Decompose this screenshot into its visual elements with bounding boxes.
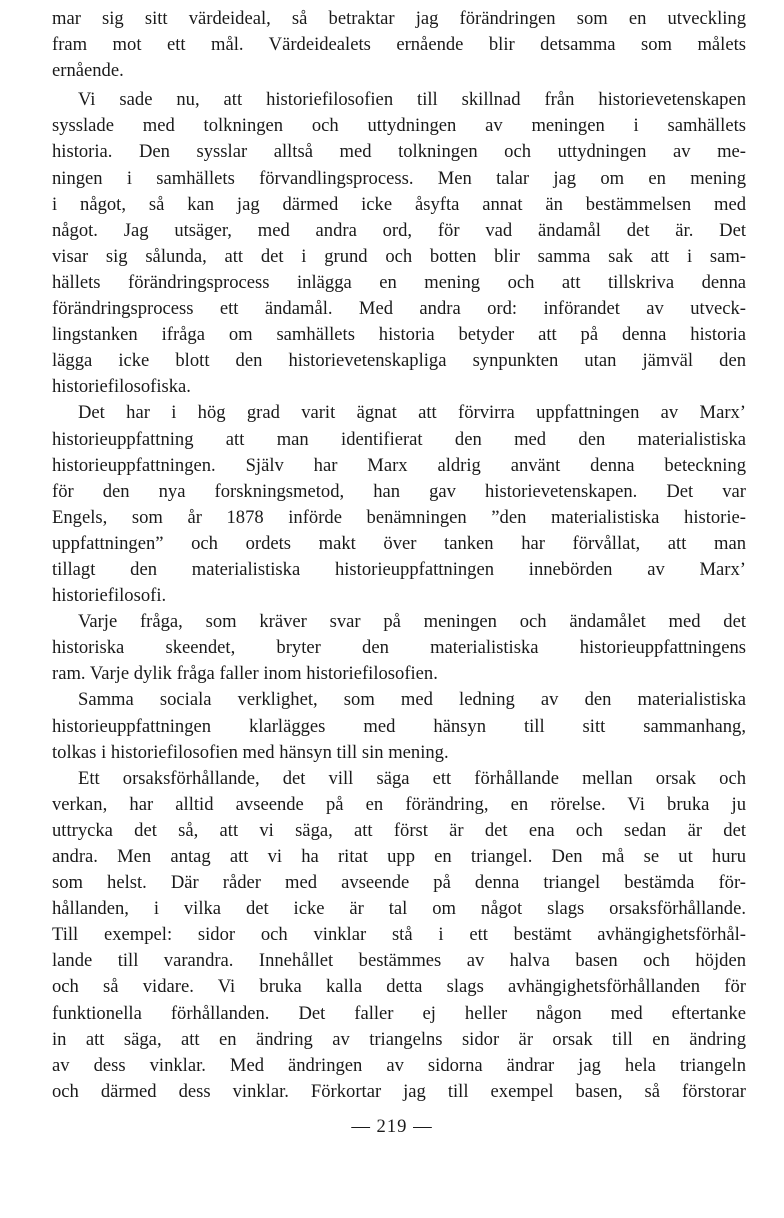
text-line: något. Jag utsäger, med andra ord, för vad ändamål det är. Det — [52, 219, 746, 241]
text-line: Samma sociala verklighet, som med ledning av den materialistiska — [78, 689, 746, 711]
text-line: Engels, som år 1878 införde benämningen ”den materialistiska historie- — [52, 506, 746, 528]
text-line: uttrycka det så, att vi säga, att först är det ena och sedan är det — [52, 819, 746, 841]
text-line: historiefilosofiska. — [52, 376, 191, 398]
text-line: uppfattningen” och ordets makt över tanken har förvållat, att man — [52, 532, 746, 554]
text-line: fram mot ett mål. Värdeidealets ernående blir detsamma som målets — [52, 34, 746, 56]
text-line: hällets förändringsprocess inlägga en mening och att tillskriva denna — [52, 271, 746, 293]
text-line: ram. Varje dylik fråga faller inom historiefilosofien. — [52, 663, 438, 685]
text-line: historieuppfattningen klarlägges med hänsyn till sitt sammanhang, — [52, 715, 746, 737]
body-text — [52, 6, 746, 1105]
text-line: historiefilosofi. — [52, 585, 167, 607]
text-line: Vi sade nu, att historiefilosofien till skillnad från historievetenskapen — [78, 89, 746, 111]
text-line: tolkas i historiefilosofien med hänsyn till sin mening. — [52, 741, 449, 763]
text-line: lande till varandra. Innehållet bestämmes av halva basen och höjden — [52, 950, 746, 972]
text-line: historieuppfattning att man identifierat den med den materialistiska — [52, 428, 746, 450]
text-line: historiska skeendet, bryter den materialistiska historieuppfattningens — [52, 637, 746, 659]
text-line: hållanden, i vilka det icke är tal om något slags orsaksförhållande. — [52, 898, 746, 920]
text-line: i något, så kan jag därmed icke åsyfta annat än bestämmelsen med — [52, 193, 746, 215]
text-line: Varje fråga, som kräver svar på meningen och ändamålet med det — [78, 611, 746, 633]
text-line: verkan, har alltid avseende på en förändring, en rörelse. Vi bruka ju — [52, 793, 746, 815]
text-line: ernående. — [52, 60, 124, 82]
text-line: av dess vinklar. Med ändringen av sidorna ändrar jag hela triangeln — [52, 1054, 746, 1076]
text-line: som helst. Där råder med avseende på denna triangel bestämda för- — [52, 872, 746, 894]
text-line: lingstanken ifråga om samhällets historia betyder att på denna historia — [52, 324, 746, 346]
text-line: mar sig sitt värdeideal, så betraktar jag förändringen som en utveckling — [52, 8, 746, 29]
text-line: funktionella förhållanden. Det faller ej heller någon med eftertanke — [52, 1002, 746, 1024]
text-line: in att säga, att en ändring av triangelns sidor är orsak till en ändring — [52, 1028, 746, 1050]
text-line: förändringsprocess ett ändamål. Med andra ord: införandet av utveck- — [52, 298, 746, 320]
text-line: sysslade med tolkningen och uttydningen av meningen i samhällets — [52, 115, 746, 137]
text-line: historia. Den sysslar alltså med tolkningen och uttydningen av me- — [52, 141, 746, 163]
page-number: — 219 — — [351, 1116, 433, 1137]
text-line: Ett orsaksförhållande, det vill säga ett förhållande mellan orsak och — [78, 767, 746, 789]
text-line: Det har i hög grad varit ägnat att förvirra uppfattningen av Marx’ — [78, 402, 746, 424]
text-line: visar sig sålunda, att det i grund och botten blir samma sak att i sam- — [52, 245, 746, 267]
text-line: lägga icke blott den historievetenskapliga synpunkten utan jämväl den — [52, 350, 746, 372]
text-line: och så vidare. Vi bruka kalla detta slags avhängighetsförhållanden för — [52, 976, 746, 998]
text-line: historieuppfattningen. Själv har Marx aldrig använt denna beteckning — [52, 454, 746, 476]
text-line: andra. Men antag att vi ha ritat upp en triangel. Den må se ut huru — [52, 846, 746, 867]
text-line: Till exempel: sidor och vinklar stå i ett bestämt avhängighetsförhål- — [52, 924, 746, 946]
text-line: och därmed dess vinklar. Förkortar jag till exempel basen, så förstorar — [52, 1080, 746, 1102]
text-line: tillagt den materialistiska historieuppfattningen innebörden av Marx’ — [52, 558, 746, 580]
text-line: för den nya forskningsmetod, han gav historievetenskapen. Det var — [52, 480, 746, 502]
text-line: ningen i samhällets förvandlingsprocess. Men talar jag om en mening — [52, 167, 746, 189]
